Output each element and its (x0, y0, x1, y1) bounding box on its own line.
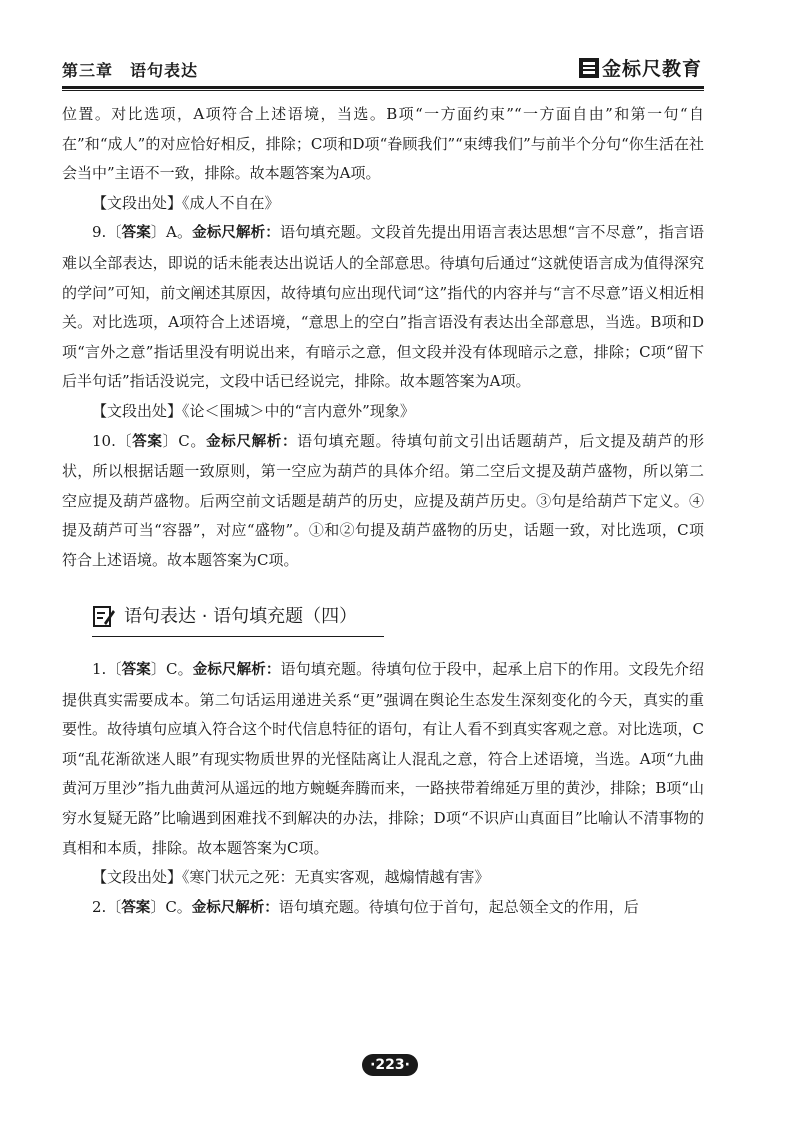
s4q1-answer: 〕C。 (150, 660, 193, 679)
s4q1-source: 【文段出处】《寒门状元之死：无真实客观，越煽情越有害》 (92, 868, 490, 887)
page-content (62, 100, 704, 923)
edit-note-icon (92, 604, 116, 628)
q10-answer: 〕C。 (162, 431, 207, 450)
section4-question-2 (62, 893, 704, 924)
s4q1-text: 语句填充题。待填句位于段中，起承上启下的作用。文段先介绍提供真实需要成本。第二句话运用递进关系“更”强调在舆论生态发生深刻变化的今天，真实的重要性。故待填句应填入符合这个时代信息特征的语句，有让人看不到真实客观之意。对比选项，C项“乱花渐欲迷人眼”有现实物质世界的光怪陆离让人混乱之意，符合上述语境，当选。A项“九曲黄河万里沙”指九曲黄河从遥远的地方蜿蜒奔腾而来，一路挟带着绵延万里的黄沙，排除；B项“山穷水复疑无路”比喻遇到困难找不到解决的办法，排除；D项“不识庐山真面目”比喻认不清事物的真相和本质，排除。故本题答案为C项。 (62, 660, 705, 857)
brand-logo-icon (579, 58, 599, 78)
header-rule-thin (62, 90, 704, 91)
s4q2-analysis-label: 金标尺解析： (191, 899, 279, 916)
q9-source: 【文段出处】《论＜围城＞中的“言内意外”现象》 (92, 401, 415, 420)
q10-text: 语句填充题。待填句前文引出话题葫芦，后文提及葫芦的形状，所以根据话题一致原则，第一空应为葫芦的具体介绍。第二空后文提及葫芦盛物，所以第二空应提及葫芦盛物。后两空前文话题是葫芦的历史，应提及葫芦历史。③句是给葫芦下定义。④提及葫芦可当“容器”，对应“盛物”。①和②句提及葫芦盛物的历史，话题一致，对比选项，C项符合上述语境。故本题答案为C项。 (62, 431, 705, 569)
question-10 (62, 427, 704, 576)
s4q1-answer-label: 答案 (121, 662, 151, 679)
source-line: 【文段出处】《成人不自在》 (92, 193, 280, 212)
s4q1-analysis-label: 金标尺解析： (192, 662, 281, 679)
brand-name: 金标尺教育 (601, 58, 702, 80)
q10-answer-label: 答案 (132, 433, 163, 450)
section-title: 语句表达 · 语句填充题（四） (124, 605, 358, 627)
s4q2-text: 语句填充题。待填句位于首句，起总领全文的作用，后 (278, 897, 639, 916)
q9-answer-label: 答案 (121, 225, 151, 242)
q9-answer: 〕A。 (150, 223, 193, 242)
question-9 (62, 218, 704, 397)
section4-question-1 (62, 655, 704, 863)
q10-analysis-label: 金标尺解析： (206, 433, 298, 450)
chapter-title: 第三章 语句表达 (62, 61, 199, 80)
page-number: ·223· (362, 1054, 418, 1076)
q9-analysis-label: 金标尺解析： (192, 225, 280, 242)
paragraph-continued: 位置。对比选项，A项符合上述语境，当选。B项“一方面约束”“一方面自由”和第一句“自在”和“成人”的对应恰好相反，排除；C项和D项“眷顾我们”“束缚我们”与前半个分句“你生活在社会当中”主语不一致，排除。故本题答案为A项。 (62, 105, 704, 183)
header-rule (62, 86, 704, 89)
section-underline (92, 636, 384, 638)
brand (579, 54, 702, 81)
s4q1-prefix: 1.〔 (92, 660, 122, 679)
page-header (62, 54, 702, 84)
s4q2-answer-label: 答案 (121, 899, 151, 916)
q9-text: 语句填充题。文段首先提出用语言表达思想“言不尽意”，指言语难以全部表达，即说的话未能表达出说话人的全部意思。待填句后通过“这就使语言成为值得深究的学问”可知，前文阐述其原因，故待填句应出现代词“这”指代的内容并与“言不尽意”语义相近相关。对比选项，A项符合上述语境，“意思上的空白”指言语没有表达出全部意思，当选。B项和D项“言外之意”指话里没有明说出来，有暗示之意，但文段并没有体现暗示之意，排除；C项“留下后半句话”指话没说完，文段中话已经说完，排除。故本题答案为A项。 (62, 223, 705, 391)
q10-prefix: 10.〔 (92, 431, 133, 450)
s4q2-prefix: 2.〔 (92, 897, 122, 916)
section-heading (92, 602, 392, 632)
s4q2-answer: 〕C。 (150, 897, 192, 916)
q9-prefix: 9.〔 (92, 223, 122, 242)
